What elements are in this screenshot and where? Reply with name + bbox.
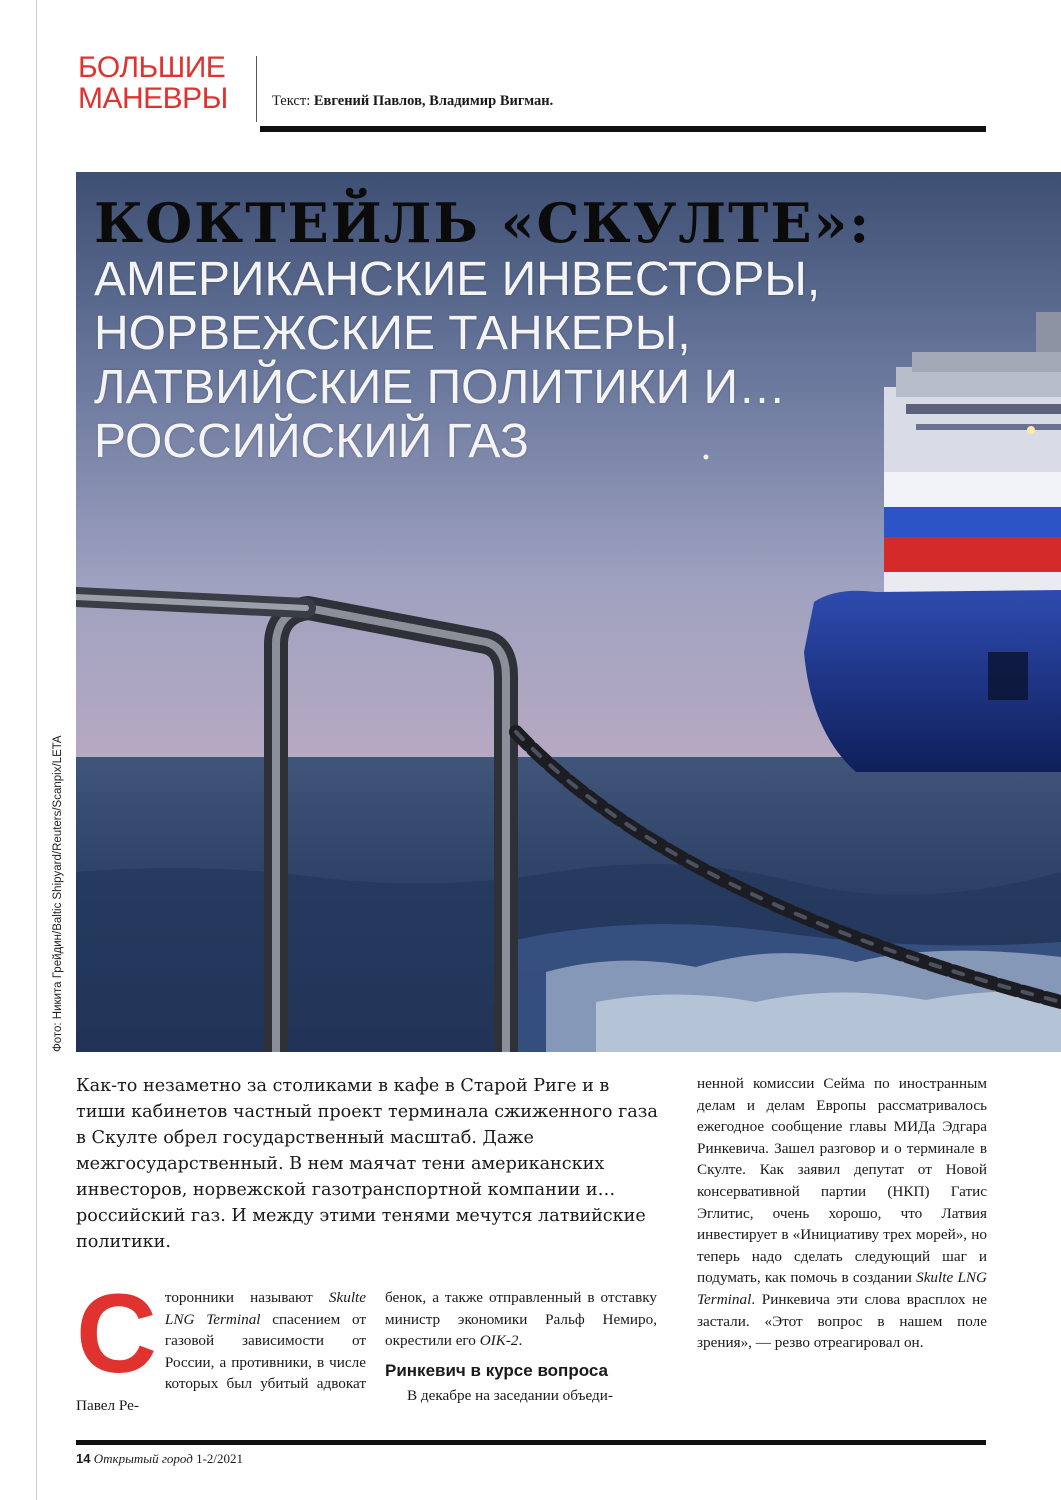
body-column-3 [697,1073,987,1354]
drop-cap: С [76,1271,157,1396]
page-footer [76,1451,243,1467]
headline [94,193,1054,469]
body-text: . [518,1332,523,1350]
footer-rule [76,1440,986,1445]
headline-sub-line: НОРВЕЖСКИЕ ТАНКЕРЫ, [94,307,691,360]
section-title-line1: БОЛЬШИЕ [78,51,226,84]
subheading: Ринкевич в курсе вопроса [385,1360,608,1380]
body-text: бенок, а также отправленный в отставку министр экономики Ральф Немиро, окрестили его [385,1289,657,1350]
body-text: торонники называют [164,1289,329,1306]
body-column-1 [76,1271,366,1417]
headline-sub-line: ЛАТВИЙСКИЕ ПОЛИТИКИ И… [94,361,786,414]
section-title-line2: МАНЕВРЫ [78,82,228,115]
magazine-name: Открытый город [93,1451,193,1466]
body-text: спасением от газовой зависимости от России, а противники, в числе которых был убитый адвокат Павел Ре- [76,1310,366,1414]
body-italic: Skulte LNG Terminal [697,1269,988,1308]
body-italic: OIK-2 [479,1332,519,1350]
header-rule [260,126,986,132]
byline-prefix: Текст: [272,93,314,109]
headline-sub-line: РОССИЙСКИЙ ГАЗ [94,415,529,468]
issue-number: 1-2/2021 [192,1451,244,1466]
body-text: ненной комиссии Сейма по иностранным делам и делам Европы рассматривалось ежегодное сообщение главы МИДа Эдгара Ринкевича. Зашел разговор и о терминале в Скулте. Как заявил депутат от Новой консервативной партии (НКП) Гатис Эглитис, очень хорошо, что Латвия инвестирует в «Инициативу трех морей», но теперь надо сделать следующий шаг и подумать, как помочь в создании [697,1075,987,1287]
body-column-2 [385,1287,657,1407]
body-text: . Ринкевича эти слова врасплох не застали. «Этот вопрос в нашем поле зрения», — резво отреагировал он. [697,1290,987,1352]
headline-sub-line: АМЕРИКАНСКИЕ ИНВЕСТОРЫ, [94,253,821,306]
body-italic: Skulte LNG Terminal [164,1289,366,1328]
section-title [78,52,248,114]
byline [272,93,553,110]
lead-paragraph: Как-то незаметно за столиками в кафе в Старой Риге и в тиши кабинетов частный проект терминала сжиженного газа в Скулте обрел государственный масштаб. Даже межгосударственный. В нем маячат тени американских инвесторов, норвежской газотранспортной компании и… российский газ. И между этими тенями мечутся латвийские политики. [76,1076,658,1252]
photo-credit: Фото: Никита Грейдин/Baltic Shipyard/Reuters/Scanpix/LETA [52,735,64,1052]
headline-title: КОКТЕЙЛЬ «СКУЛТЕ»: [94,191,872,255]
header-divider [256,56,257,122]
page-margin-line [36,0,37,1500]
byline-authors: Евгений Павлов, Владимир Вигман. [313,93,554,109]
body-text: В декабре на заседании объеди- [407,1387,613,1405]
page-number: 14 [76,1451,91,1466]
